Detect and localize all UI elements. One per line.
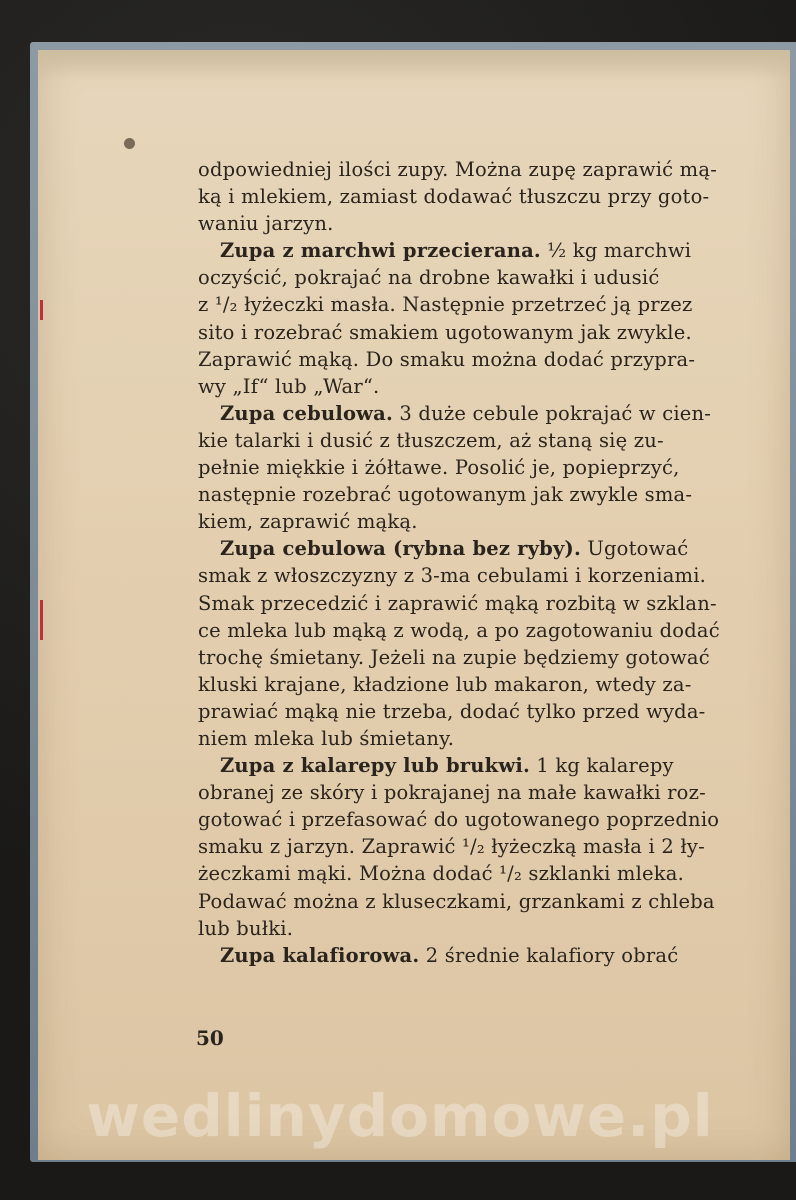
hole-mark	[124, 138, 135, 149]
red-mark	[40, 600, 43, 640]
red-mark	[40, 300, 43, 320]
text-line: Smak przecedzić i zaprawić mąką rozbitą w szklan-	[198, 591, 717, 615]
paragraph	[198, 752, 753, 942]
text-line: żeczkami mąki. Można dodać ¹/₂ szklanki mleka.	[198, 862, 685, 886]
text-line: następnie rozebrać ugotowanym jak zwykle sma-	[198, 483, 693, 507]
text-line: oczyścić, pokrajać na drobne kawałki i udusić	[198, 266, 660, 290]
text-line: gotować i przefasować do ugotowanego poprzednio	[198, 808, 720, 832]
text-line: lub bułki.	[198, 916, 294, 940]
text-line: kie talarki i dusić z tłuszczem, aż staną się zu-	[198, 428, 664, 452]
text-line: 2 średnie kalafiory obrać	[419, 943, 679, 967]
recipe-heading: Zupa cebulowa.	[220, 401, 393, 425]
recipe-heading: Zupa kalafiorowa.	[220, 943, 420, 967]
page-top-edge	[38, 50, 790, 80]
text-line: obranej ze skóry i pokrajanej na małe kawałki roz-	[198, 781, 706, 805]
text-line: ½ kg marchwi	[540, 239, 692, 263]
text-line: kluski krajane, kładzione lub makaron, wtedy za-	[198, 672, 692, 696]
text-line: z ¹/₂ łyżeczki masła. Następnie przetrzeć ją przez	[198, 293, 693, 317]
paragraph	[198, 942, 753, 969]
text-line: Podawać można z kluseczkami, grzankami z chleba	[198, 889, 715, 913]
watermark: wedlinydomowe.pl	[86, 1082, 714, 1150]
recipe-heading: Zupa z kalarepy lub brukwi.	[220, 754, 530, 778]
paragraph	[198, 400, 753, 535]
text-line: kiem, zaprawić mąką.	[198, 510, 418, 534]
text-line: prawiać mąką nie trzeba, dodać tylko przed wyda-	[198, 699, 706, 723]
text-line: smaku z jarzyn. Zaprawić ¹/₂ łyżeczką masła i 2 ły-	[198, 835, 705, 859]
text-line: Ugotować	[580, 537, 689, 561]
paragraph	[198, 535, 753, 752]
text-line: wy „If“ lub „War“.	[198, 374, 380, 398]
page-number: 50	[196, 1026, 224, 1050]
text-line: pełnie miękkie i żółtawe. Posolić je, popieprzyć,	[198, 456, 680, 480]
recipe-heading: Zupa z marchwi przecierana.	[220, 239, 541, 263]
text-line: ce mleka lub mąką z wodą, a po zagotowaniu dodać	[198, 618, 720, 642]
text-line: ką i mlekiem, zamiast dodawać tłuszczu przy goto-	[198, 185, 710, 209]
page-text	[198, 156, 753, 969]
text-line: 3 duże cebule pokrajać w cien-	[393, 401, 712, 425]
text-line: odpowiedniej ilości zupy. Można zupę zaprawić mą-	[198, 158, 717, 181]
recipe-heading: Zupa cebulowa (rybna bez ryby).	[220, 537, 581, 561]
text-line: niem mleka lub śmietany.	[198, 726, 455, 750]
text-line: waniu jarzyn.	[198, 212, 334, 236]
text-line: smak z włoszczyzny z 3-ma cebulami i korzeniami.	[198, 564, 707, 588]
text-line: sito i rozebrać smakiem ugotowanym jak zwykle.	[198, 320, 692, 344]
paragraph	[198, 156, 753, 237]
text-line: 1 kg kalarepy	[529, 754, 674, 778]
text-line: trochę śmietany. Jeżeli na zupie będziemy gotować	[198, 645, 710, 669]
paragraph	[198, 237, 753, 400]
text-line: Zaprawić mąką. Do smaku można dodać przypra-	[198, 347, 696, 371]
